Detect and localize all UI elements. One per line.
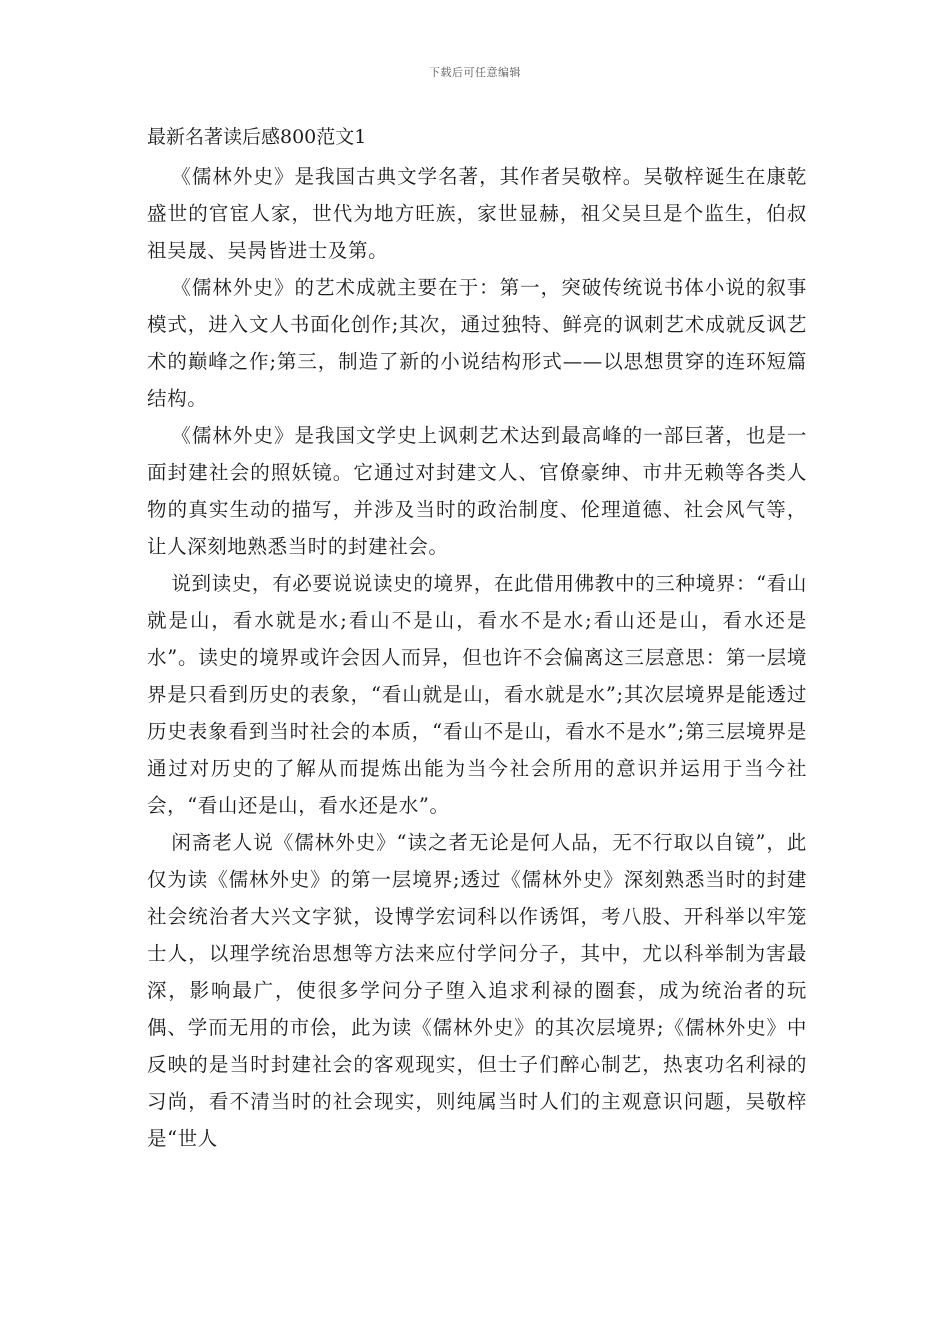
paragraph: 说到读史，有必要说说读史的境界，在此借用佛教中的三种境界：“看山就是山，看水就是水;看山不是山，看水不是水;看山还是山，看水还是水”。读史的境界或许会因人而异，但也许不会偏离这三层意思：第一层境界是只看到历史的表象，“看山就是山，看水就是水”;其次层境界是能透过历史表象看到当时社会的本质，“看山不是山，看水不是水”;第三层境界是通过对历史的了解从而提炼出能为当今社会所用的意识并运用于当今社会，“看山还是山，看水还是水”。: [147, 572, 807, 817]
paragraph: 《儒林外史》是我国文学史上讽刺艺术达到最高峰的一部巨著，也是一面封建社会的照妖镜。它通过对封建文人、官僚豪绅、市井无赖等各类人物的真实生动的描写，并涉及当时的政治制度、伦理道德、社会风气等，让人深刻地熟悉当时的封建社会。: [147, 424, 807, 558]
paragraph: 闲斋老人说《儒林外史》“读之者无论是何人品，无不行取以自镜”，此仅为读《儒林外史》的第一层境界;透过《儒林外史》深刻熟悉当时的封建社会统治者大兴文字狱，设博学宏词科以作诱饵，考八股、开科举以牢笼士人，以理学统治思想等方法来应付学问分子，其中，尤以科举制为害最深，影响最广，使很多学问分子堕入追求利禄的圈套，成为统治者的玩偶、学而无用的市侩，此为读《儒林外史》的其次层境界;《儒林外史》中反映的是当时封建社会的客观现实，但士子们醉心制艺，热衷功名利禄的习尚，看不清当时的社会现实，则纯属当时人们的主观意识问题，吴敬梓是“世人: [147, 831, 807, 1150]
document-body: [147, 158, 807, 1157]
page-header: 下载后可任意编辑: [429, 66, 521, 79]
document-title: 最新名著读后感800范文1: [147, 126, 367, 148]
paragraph: 《儒林外史》是我国古典文学名著，其作者吴敬梓。吴敬梓诞生在康乾盛世的官宦人家，世代为地方旺族，家世显赫，祖父吴旦是个监生，伯叔祖吴晟、吴昺皆进士及第。: [147, 165, 807, 262]
paragraph: 《儒林外史》的艺术成就主要在于：第一，突破传统说书体小说的叙事模式，进入文人书面化创作;其次，通过独特、鲜亮的讽刺艺术成就反讽艺术的巅峰之作;第三，制造了新的小说结构形式——以思想贯穿的连环短篇结构。: [147, 276, 807, 410]
